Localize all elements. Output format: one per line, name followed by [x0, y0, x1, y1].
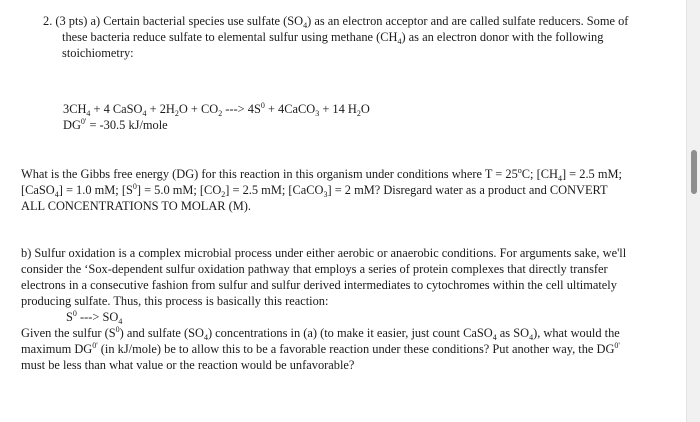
- question-b-line-1: b) Sulfur oxidation is a complex microbial process under either aerobic or anaerobic conditions. For arguments sake, we'll: [21, 246, 627, 260]
- intro-line-3: stoichiometry:: [62, 46, 134, 60]
- sulfur-oxidation-reaction: $S^0$ ---> $SO_4$: [66, 309, 123, 326]
- question-b-line-6: maximum $DG^{0'}$ (in kJ/mole) be to allow this to be a favorable reaction under these conditions? Put another way, the $DG^{0'}$: [21, 341, 620, 356]
- question-b-line-3: electrons in a consecutive fashion from sulfur and sulfur derived intermediates to cytochromes within the cell ultimately: [21, 278, 617, 292]
- question-b: [21, 245, 626, 373]
- question-b-line-7: must be less than what value or the reaction would be unfavorable?: [21, 358, 355, 372]
- question-a-line-3: ALL CONCENTRATIONS TO MOLAR (M).: [21, 199, 252, 213]
- question-a-prompt: [21, 166, 622, 214]
- intro-line-1: 2. (3 pts) a) Certain bacterial species use sulfate $(SO_4)$ as an electron acceptor and are called sulfate reducers. Some of: [43, 14, 629, 30]
- reaction-equation: $3CH_4 + 4$ CaSO$_4$ + $2H_2O + CO_2$ ---> $4S^0$ + 4CaCO$_3$ + 14 $H_2O$: [63, 101, 370, 118]
- question-a-line-1: What is the Gibbs free energy (DG) for this reaction in this organism under conditions where $T = 25^oC$; $[CH_4] = 2.5$ mM;: [21, 166, 622, 183]
- stoichiometry-equation: [63, 101, 370, 133]
- question-a-line-2: [CaSO$_4$] = 1.0 mM; $[S^0] = 5.0$ mM; $[CO_2] = 2.5$ mM; [CaCO$_3$] = 2 mM? Disregard water as a product and CONVERT: [21, 182, 608, 199]
- intro-line-2: these bacteria reduce sulfate to elemental sulfur using methane $(CH_4)$ as an electron donor with the following: [62, 30, 604, 46]
- question-b-line-2: consider the ‘Sox-dependent sulfur oxidation pathway that employs a series of protein complexes that directly transfer: [21, 262, 608, 276]
- question-b-line-5: Given the sulfur $(S^0)$ and sulfate $(SO_4)$ concentrations in (a) (to make it easier, just count CaSO$_4$ as $SO_4$), what would the: [21, 325, 620, 342]
- standard-free-energy: $DG^{0'} = -30.5$ kJ/mole: [63, 117, 168, 132]
- vertical-scrollbar[interactable]: [686, 0, 700, 422]
- question-b-line-4: producing sulfate. Thus, this process is basically this reaction:: [21, 294, 329, 308]
- scrollbar-thumb[interactable]: [691, 150, 697, 194]
- question-2-intro: [43, 13, 628, 61]
